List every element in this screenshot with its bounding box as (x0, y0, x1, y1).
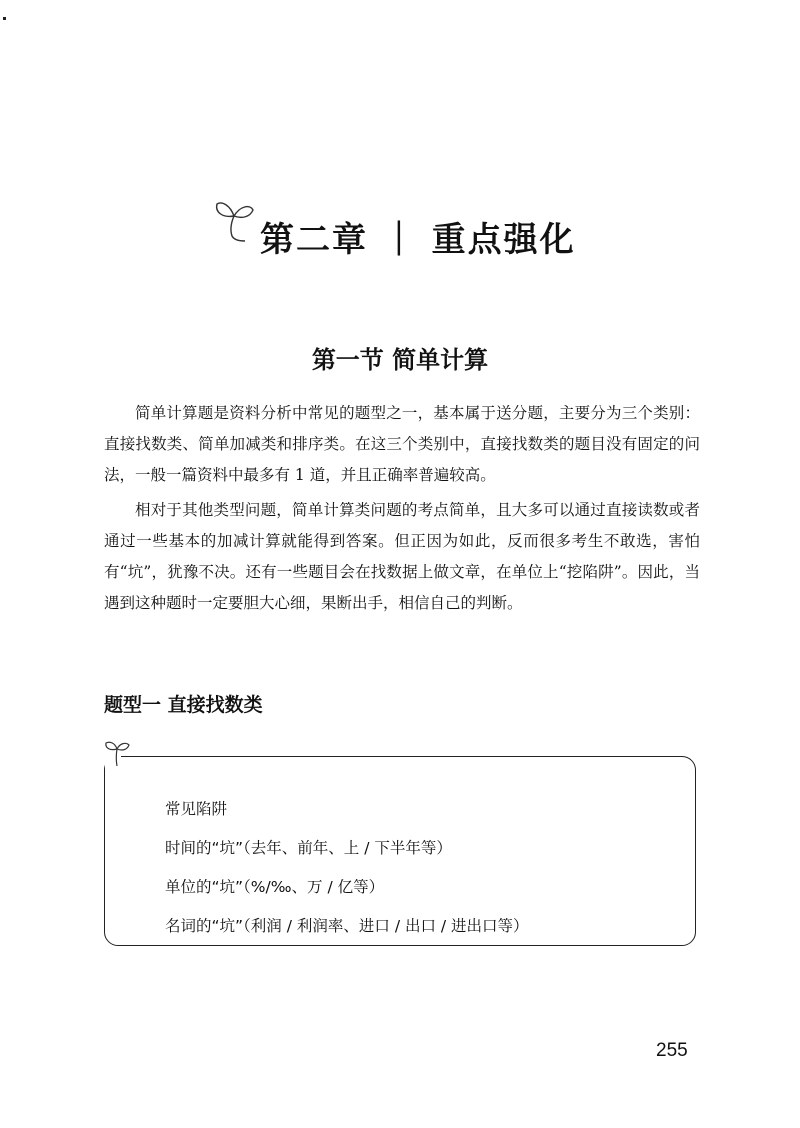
sprout-icon (212, 196, 256, 246)
page-number: 255 (656, 1040, 688, 1061)
trap-item: 名词的“坑”（利润 / 利润率、进口 / 出口 / 进出口等） (165, 917, 529, 935)
paragraph: 相对于其他类型问题，简单计算类问题的考点简单，且大多可以通过直接读数或者通过一些基本的加减计算就能得到答案。但正因为如此，反而很多考生不敢选，害怕有“坑”，犹豫不决。还有一些题目会在找数据上做文章，在单位上“挖陷阱”。因此，当遇到这种题时一定要胆大心细，果断出手，相信自己的判断。 (104, 501, 700, 612)
trap-list (165, 797, 529, 953)
scan-speck (3, 17, 6, 20)
question-type-heading: 题型一 直接找数类 (104, 694, 263, 716)
trap-heading: 常见陷阱 (165, 800, 228, 818)
sprout-small-icon (104, 740, 132, 780)
paragraph: 简单计算题是资料分析中常见的题型之一，基本属于送分题，主要分为三个类别：直接找数类、简单加减类和排序类。在这三个类别中，直接找数类的题目没有固定的问法，一般一篇资料中最多有 1 道，并且正确率普遍较高。 (104, 404, 700, 484)
section-title: 第一节 简单计算 (311, 346, 489, 374)
chapter-title: 第二章 ｜ 重点强化 (260, 220, 576, 260)
body-text (104, 398, 700, 623)
chapter-header (212, 194, 576, 260)
trap-item: 时间的“坑”（去年、前年、上 / 下半年等） (165, 839, 452, 857)
trap-item: 单位的“坑”（%/‰、万 / 亿等） (165, 878, 385, 896)
common-traps-box (104, 756, 696, 946)
